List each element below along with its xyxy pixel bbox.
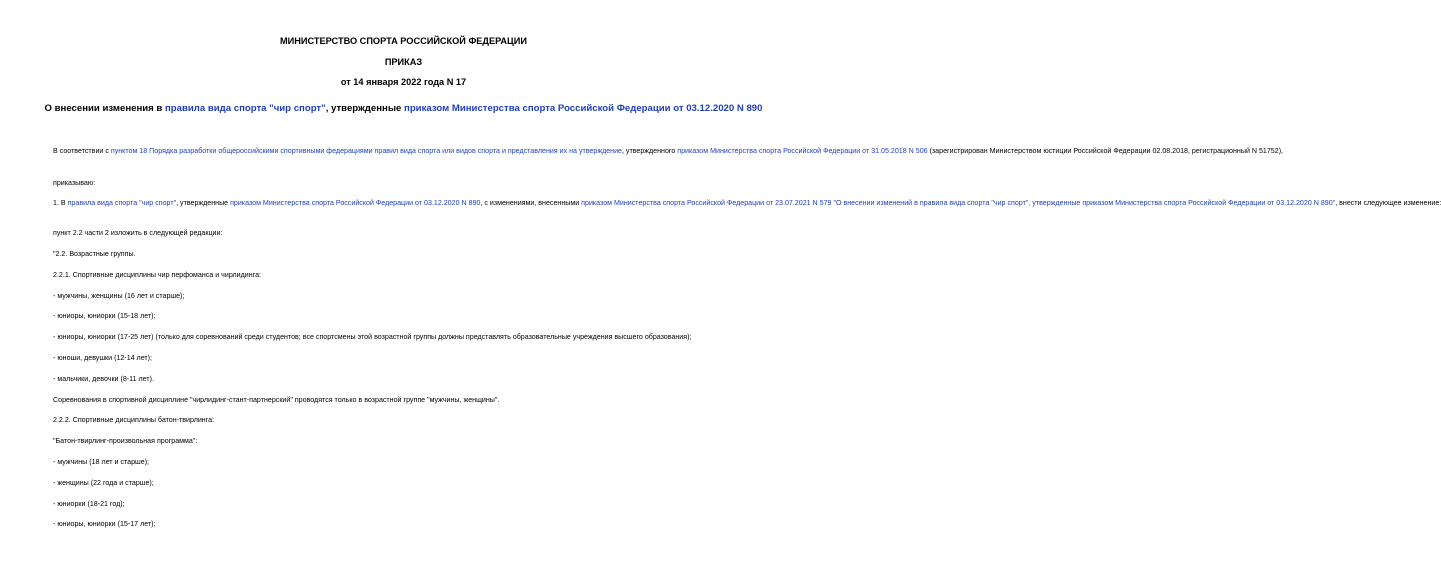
text-line: "Батон-твирлинг-произвольная программа": (53, 437, 198, 445)
item-1-order-890-link[interactable]: приказом Министерства спорта Российской Федерации от 03.12.2020 N 890 (230, 199, 481, 207)
item-1-paragraph (39, 198, 1441, 209)
item-1-text-2: , утвержденные (176, 199, 231, 207)
list-item: - юниоры, юниорки (15-18 лет); (53, 312, 156, 320)
list-item: - мужчины, женщины (16 лет и старше); (53, 292, 185, 300)
item-1-order-579-link[interactable]: приказом Министерства спорта Российской Федерации от 23.07.2021 N 579 "О внесении изменений в правила вида спорта "чир спорт", утвержденные приказом Министерства спорта Российской Федерации от 03.12.2020 N 890" (581, 199, 1336, 207)
preamble-text-1: В соответствии с (53, 147, 111, 155)
item-1-text-3: , с изменениями, внесенными (480, 199, 582, 207)
text-line: 2.2.1. Спортивные дисциплины чир перфоманса и чирлидинга: (53, 271, 261, 279)
text-line: Соревнования в спортивной дисциплине "чирлидинг-стант-партнерский" проводятся только в возрастной группе "мужчины, женщины". (53, 396, 500, 404)
ministry-heading: МИНИСТЕРСТВО СПОРТА РОССИЙСКОЙ ФЕДЕРАЦИИ (280, 36, 527, 46)
list-item: - женщины (22 года и старше); (53, 479, 154, 487)
title-order-link[interactable]: приказом Министерства спорта Российской Федерации от 03.12.2020 N 890 (404, 103, 763, 114)
list-item: - юниоры, юниорки (17-25 лет) (только для соревнований среди студентов; все спортсмены этой возрастной группы должны представлять образовательные учреждения высшего образования); (53, 333, 692, 341)
text-line: "2.2. Возрастные группы. (53, 250, 136, 258)
preamble-paragraph (39, 146, 1284, 157)
list-item: - юниоры, юниорки (15-17 лет); (53, 520, 156, 528)
title-rules-link[interactable]: правила вида спорта "чир спорт" (164, 103, 326, 114)
preamble-text-2: , утвержденного (621, 147, 678, 155)
list-item: - юноши, девушки (12-14 лет); (53, 354, 152, 362)
list-item: - юниорки (18-21 год); (53, 500, 125, 508)
item-1-rules-link[interactable]: правила вида спорта "чир спорт" (67, 199, 177, 207)
preamble-procedure-link[interactable]: пунктом 18 Порядка разработки общероссийскими спортивными федерациями правил вида спорта или видов спорта и представления их на утверждение (110, 147, 622, 155)
text-line: 2.2.2. Спортивные дисциплины батон-твирлинга: (53, 416, 215, 424)
preamble-order-506-link[interactable]: приказом Министерства спорта Российской Федерации от 31.05.2018 N 506 (677, 147, 928, 155)
title-text-2: , утвержденные (325, 103, 405, 114)
order-word: приказываю: (53, 179, 96, 187)
title-text-1: О внесении изменения в (44, 103, 165, 114)
item-1-text-1: 1. В (53, 199, 68, 207)
document-title (0, 103, 807, 114)
preamble-text-3: (зарегистрирован Министерством юстиции Российской Федерации 02.08.2018, регистрационный N 51752), (927, 147, 1284, 155)
list-item: - мужчины (18 лет и старше); (53, 458, 150, 466)
list-item: - мальчики, девочки (8-11 лет). (53, 375, 154, 383)
text-line: пункт 2.2 части 2 изложить в следующей редакции: (53, 229, 223, 237)
document-type: ПРИКАЗ (384, 57, 423, 67)
document-date-number: от 14 января 2022 года N 17 (340, 77, 467, 87)
item-1-text-4: , внести следующее изменение: (1335, 199, 1441, 207)
